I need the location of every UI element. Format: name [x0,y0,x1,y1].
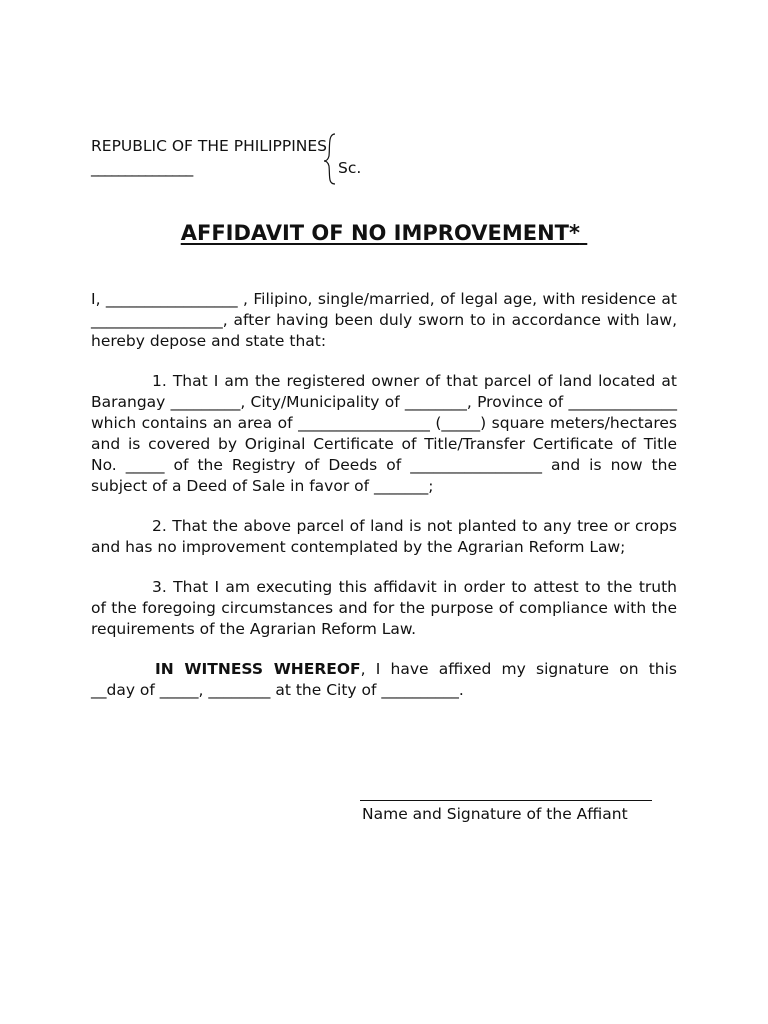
witness-text: , I have affixed my signature on this __day of _____, ________ at the City of __________. [91,660,677,699]
signature-label: Name and Signature of the Affiant [362,805,628,823]
paragraph-2: 2. That the above parcel of land is not planted to any tree or crops and has no improvement contemplated by the Agrarian Reform Law; [91,517,677,556]
witness-paragraph [91,659,677,701]
paragraph-1: 1. That I am the registered owner of that parcel of land located at Barangay _________, City/Municipality of ________, Province of ______________ which contains an area of _________________ (_____) square meters/hectares and is covered by Original Certificate of Title/Transfer Certificate of Title No. _____ of the Registry of Deeds of _________________ and is now the subject of a Deed of Sale in favor of _______; [91,372,677,495]
title-underline-tail [580,221,587,245]
title-text: AFFIDAVIT OF NO IMPROVEMENT* [180,221,580,245]
province-blank: _______________ [91,159,193,177]
affidavit-body [91,289,677,720]
signature-line [360,800,652,801]
intro-paragraph: I, _________________ , Filipino, single/married, of legal age, with residence at _________________, after having been duly sworn to in accordance with law, hereby depose and state that: [91,290,677,350]
republic-heading: REPUBLIC OF THE PHILIPPINES [91,137,328,155]
sc-abbreviation: Sc. [338,159,362,177]
document-title [0,219,768,247]
witness-bold-phrase: IN WITNESS WHEREOF [155,660,361,678]
paragraph-3: 3. That I am executing this affidavit in order to attest to the truth of the foregoing circumstances and for the purpose of compliance with the requirements of the Agrarian Reform Law. [91,578,677,638]
curly-brace-icon [322,132,338,186]
